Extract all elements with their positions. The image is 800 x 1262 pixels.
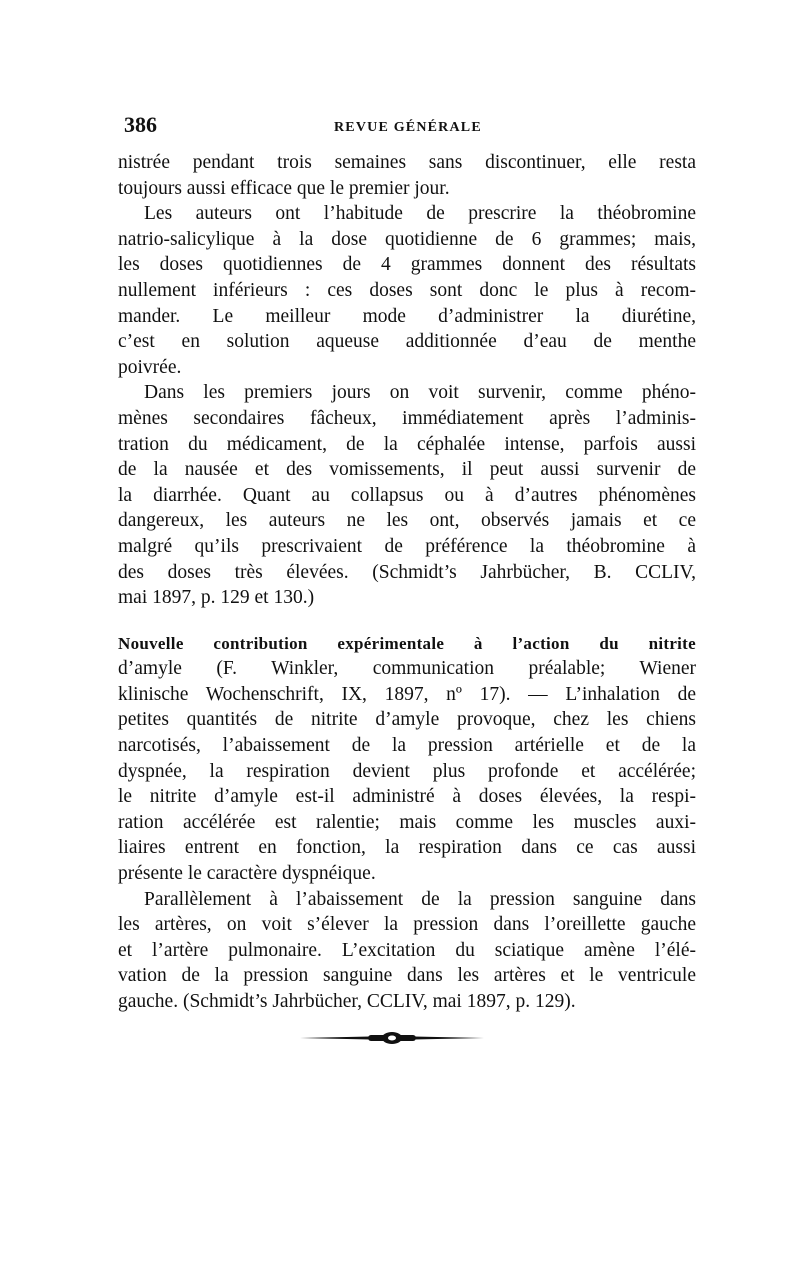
text-line: Dans les premiers jours on voit survenir, comme phéno- (144, 382, 696, 404)
text-line: mander. Le meilleur mode d’administrer la diurétine, (118, 305, 696, 327)
text-line: gauche. (Schmidt’s Jahrbücher, CCLIV, mai 1897, p. 129). (118, 991, 576, 1012)
text-line: poivrée. (118, 356, 182, 378)
text-line: toujours aussi efficace que le premier jour. (118, 177, 450, 199)
page-header (124, 112, 684, 146)
text-line: le nitrite d’amyle est-il administré à doses élevées, la respi- (118, 786, 696, 808)
text-line: vation de la pression sanguine dans les artères et le ventricule (118, 965, 696, 987)
text-line: liaires entrent en fonction, la respiration dans ce cas aussi (118, 837, 696, 859)
text-line: des doses très élevées. (Schmidt’s Jahrbücher, B. CCLIV, (118, 561, 696, 583)
section-gap (118, 611, 696, 631)
text-line: de la nausée et des vomissements, il peut aussi survenir de (118, 459, 696, 481)
section-heading: Nouvelle contribution expérimentale à l’action du nitrite (118, 633, 696, 653)
text-line: dyspnée, la respiration devient plus profonde et accélérée; (118, 760, 696, 782)
running-head: REVUE GÉNÉRALE (334, 120, 482, 135)
text-line: petites quantités de nitrite d’amyle provoque, chez les chiens (118, 709, 696, 731)
text-line: ration accélérée est ralentie; mais comme les muscles auxi- (118, 811, 696, 833)
text-line: malgré qu’ils prescrivaient de préférence la théobromine à (118, 535, 696, 557)
tailpiece-rule-icon (300, 1030, 484, 1046)
text-line: dangereux, les auteurs ne les ont, observés jamais et ce (118, 510, 696, 532)
text-line: les artères, on voit s’élever la pression dans l’oreillette gauche (118, 914, 696, 936)
text-line: nullement inférieurs : ces doses sont donc le plus à recom- (118, 279, 696, 301)
text-line: klinische Wochenschrift, IX, 1897, nº 17). — L’inhalation de (118, 683, 696, 705)
text-line: mènes secondaires fâcheux, immédiatement après l’adminis- (118, 407, 696, 429)
text-line: mai 1897, p. 129 et 130.) (118, 587, 315, 609)
article-body (118, 150, 696, 1015)
text-line: d’amyle (F. Winkler, communication préalable; Wiener (118, 658, 696, 680)
text-line: présente le caractère dyspnéique. (118, 863, 376, 885)
page-number: 386 (124, 112, 157, 137)
text-line: Les auteurs ont l’habitude de prescrire la théobromine (144, 203, 696, 225)
text-line: tration du médicament, de la céphalée intense, parfois aussi (118, 433, 696, 455)
text-line: les doses quotidiennes de 4 grammes donnent des résultats (118, 254, 696, 276)
text-line: nistrée pendant trois semaines sans discontinuer, elle resta (118, 152, 696, 173)
text-line: natrio-salicylique à la dose quotidienne de 6 grammes; mais, (118, 228, 696, 250)
text-line: Parallèlement à l’abaissement de la pression sanguine dans (144, 888, 696, 910)
text-line: et l’artère pulmonaire. L’excitation du sciatique amène l’élé- (118, 939, 696, 961)
text-line: c’est en solution aqueuse additionnée d’eau de menthe (118, 331, 696, 353)
text-line: la diarrhée. Quant au collapsus ou à d’autres phénomènes (118, 484, 696, 506)
text-line: narcotisés, l’abaissement de la pression artérielle et de la (118, 735, 696, 757)
